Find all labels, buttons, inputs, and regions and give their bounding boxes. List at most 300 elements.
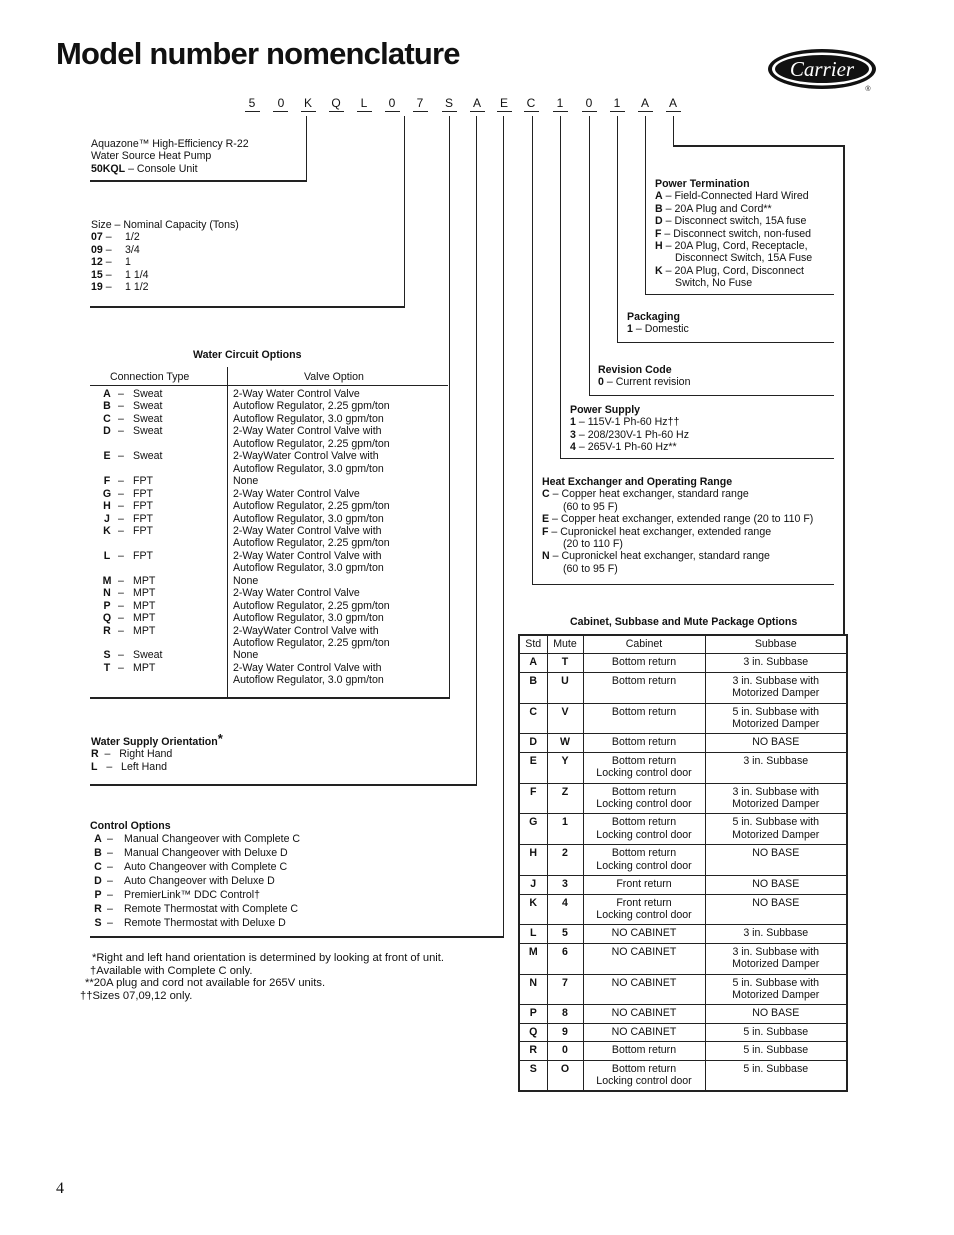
power-termination-dash: – [662,202,675,215]
cabinet-header-subbase: Subbase [705,635,847,654]
water-circuit-valve: 2-WayWater Control Valve with [233,450,379,463]
water-circuit-code: B [103,400,111,413]
power-termination-dash: – [662,190,675,203]
power-termination-item [655,228,812,240]
cabinet-description [583,1042,705,1060]
water-circuit-valve: 2-Way Water Control Valve [233,388,360,400]
heat-exchanger-title: Heat Exchanger and Operating Range [542,476,733,488]
cabinet-description [583,876,705,894]
heat-exchanger-code: E [542,513,550,526]
power-termination-label-cont: Disconnect Switch, 15A Fuse [675,252,813,265]
subbase-description [705,752,847,783]
water-circuit-type: FPT [133,549,154,562]
revision-item: 0 – Current revision [598,376,691,389]
subbase-description [705,734,847,752]
subbase-description [705,814,847,845]
power-termination-item [655,190,812,202]
cabinet-description [583,925,705,943]
water-circuit-col2-header: Valve Option [304,371,364,383]
water-circuit-row [97,475,447,487]
control-option-dash: – [107,889,113,901]
revision-title: Revision Code [598,364,672,376]
power-termination-code: F [655,227,662,240]
registered-mark: ® [865,86,871,93]
subbase-line: Motorized Damper [732,687,820,700]
cabinet-std-code: Q [519,1023,547,1041]
footnote: *Right and left hand orientation is determined by looking at front of unit. [92,952,445,964]
cabinet-std-code: C [519,703,547,734]
water-circuit-code: H [103,500,111,513]
power-supply-list [570,416,689,453]
size-item: 07 – 1/2 [91,231,140,244]
power-termination-code: B [655,202,663,215]
unit-line-2: Water Source Heat Pump [91,150,212,163]
footnotes [78,952,444,1002]
code-char: L [360,96,368,110]
cabinet-row [519,654,847,672]
water-circuit-type: FPT [133,487,154,500]
packaging-label: Domestic [644,323,689,336]
packaging-section [627,311,689,336]
power-supply-label: 208/230V-1 Ph-60 Hz [587,428,689,441]
code-char: 1 [613,96,621,110]
water-circuit-valve: Autoflow Regulator, 3.0 gpm/ton [233,562,384,575]
cabinet-std-code: L [519,925,547,943]
subbase-description [705,1060,847,1091]
heat-exchanger-label-cont: (60 to 95 F) [563,562,618,575]
power-termination-section [655,178,812,290]
cabinet-description [583,894,705,925]
water-circuit-valve: Autoflow Regulator, 2.25 gpm/ton [233,537,390,550]
cabinet-mute-code: 5 [547,925,583,943]
power-supply-item [570,441,689,453]
subbase-line: Motorized Damper [732,798,820,811]
power-termination-item [655,265,812,277]
power-termination-dash: – [662,240,675,253]
water-circuit-dash: – [118,612,124,625]
water-circuit-code: C [103,412,111,425]
water-circuit-dash: – [118,512,124,525]
packaging-code: 1 [627,323,633,336]
water-circuit-code: P [103,599,111,612]
cabinet-row [519,1023,847,1041]
cabinet-mute-code: T [547,654,583,672]
water-supply-code: R [91,748,99,761]
heat-exchanger-code: N [542,550,550,563]
power-termination-code: A [655,190,663,203]
cabinet-line: Locking control door [596,798,692,811]
subbase-line: 3 in. Subbase with [732,674,820,687]
water-circuit-valve: 2-Way Water Control Valve with [233,549,382,562]
control-option-dash: – [107,903,113,915]
size-value: 1 1/4 [125,268,149,281]
power-termination-title: Power Termination [655,178,750,190]
cabinet-line: Bottom return [611,656,677,669]
code-char: 0 [585,96,593,110]
code-char: K [303,96,312,110]
water-circuit-dash: – [118,524,124,537]
water-circuit-row [97,649,447,661]
heat-exchanger-item [542,550,813,562]
cabinet-description [583,845,705,876]
code-char: Q [331,96,341,110]
code-char: 1 [556,96,564,110]
subbase-line: NO BASE [752,1007,800,1020]
power-termination-label-cont: Switch, No Fuse [675,277,753,290]
power-supply-code: 1 [570,416,576,429]
water-circuit-valve: Autoflow Regulator, 3.0 gpm/ton [233,412,384,425]
water-circuit-dash: – [118,587,124,600]
heat-exchanger-item [542,488,813,500]
unit-description [91,138,249,175]
water-supply-item: R – Right Hand [91,748,173,761]
cabinet-line: Locking control door [596,908,692,921]
water-circuit-type: FPT [133,512,154,525]
cabinet-mute-code: 7 [547,974,583,1005]
control-option-dash: – [107,917,113,929]
size-section [91,219,239,293]
water-circuit-valve: Autoflow Regulator, 2.25 gpm/ton [233,636,390,649]
cabinet-mute-code: 0 [547,1042,583,1060]
water-supply-title [91,733,223,748]
footnote: ††Sizes 07,09,12 only. [80,989,193,1002]
water-supply-title-text: Water Supply Orientation [91,736,218,748]
cabinet-description [583,814,705,845]
subbase-line: Motorized Damper [732,988,820,1001]
water-circuit-row [97,525,447,550]
power-termination-dash: – [662,215,675,228]
cabinet-line: NO CABINET [611,1007,677,1020]
cabinet-line: Locking control door [596,767,692,780]
unit-model-line [91,163,249,175]
carrier-logo [766,46,882,94]
subbase-line: NO BASE [752,878,800,891]
water-circuit-row [97,513,447,525]
heat-exchanger-code: F [542,525,549,538]
subbase-description [705,925,847,943]
unit-model-code: 50KQL [91,162,126,175]
code-char: A [472,96,481,110]
power-termination-dash: – [662,264,675,277]
cabinet-row [519,925,847,943]
cabinet-line: Front return [616,896,672,909]
power-termination-code: K [655,264,663,277]
cabinet-description [583,1060,705,1091]
water-circuit-valve: 2-WayWater Control Valve with [233,624,379,637]
water-circuit-valve: Autoflow Regulator, 2.25 gpm/ton [233,400,390,413]
heat-exchanger-label: Cupronickel heat exchanger, standard range [561,550,770,563]
cabinet-line: Locking control door [596,859,692,872]
cabinet-mute-code: Y [547,752,583,783]
cabinet-std-code: M [519,943,547,974]
packaging-title: Packaging [627,311,680,323]
water-circuit-valve: 2-Way Water Control Valve [233,587,360,600]
control-option-label: Remote Thermostat with Complete C [124,903,299,915]
size-item: 19 – 1 1/2 [91,281,149,294]
page-number: 4 [56,1180,64,1197]
power-supply-label: 115V-1 Ph-60 Hz†† [587,416,680,429]
power-supply-item [570,416,689,428]
water-circuit-dash: – [118,599,124,612]
cabinet-description [583,943,705,974]
size-list [91,231,239,293]
cabinet-mute-code: U [547,672,583,703]
control-option-label: Remote Thermostat with Deluxe D [124,917,286,929]
power-supply-code: 4 [570,441,576,454]
cabinet-row [519,752,847,783]
heat-exchanger-code: C [542,488,550,501]
water-circuit-type: FPT [133,524,154,537]
heat-exchanger-list [542,488,813,575]
footnote: †Available with Complete C only. [90,964,253,977]
water-circuit-code: M [102,574,112,587]
subbase-description [705,876,847,894]
power-supply-code: 3 [570,428,576,441]
size-value: 3/4 [125,243,140,256]
cabinet-title: Cabinet, Subbase and Mute Package Options [570,616,798,628]
water-circuit-row [97,500,447,512]
cabinet-line: Bottom return [611,816,677,829]
power-supply-dash: – [575,441,588,454]
subbase-description [705,672,847,703]
power-termination-label: Disconnect switch, 15A fuse [674,215,807,228]
cabinet-line: NO CABINET [611,976,677,989]
power-termination-label: Disconnect switch, non-fused [673,227,812,240]
subbase-description [705,974,847,1005]
cabinet-description [583,1023,705,1041]
water-circuit-row [97,388,447,400]
heat-exchanger-section [542,476,813,575]
water-circuit-code: K [103,524,111,537]
cabinet-mute-code: 8 [547,1005,583,1023]
water-circuit-dash: – [118,400,124,413]
code-char: A [668,96,677,110]
subbase-description [705,943,847,974]
water-circuit-valve: 2-Way Water Control Valve with [233,425,382,438]
subbase-description [705,654,847,672]
power-supply-dash: – [575,416,588,429]
water-circuit-type: FPT [133,500,154,513]
water-circuit-dash: – [118,574,124,587]
size-value: 1/2 [125,231,140,244]
water-circuit-code: T [103,661,111,674]
cabinet-row [519,703,847,734]
cabinet-description [583,783,705,814]
code-char: E [499,96,508,110]
water-circuit-dash: – [118,425,124,438]
cabinet-std-code: B [519,672,547,703]
cabinet-description [583,752,705,783]
control-option-code: P [94,889,102,901]
cabinet-header-std: Std [519,635,547,654]
heat-exchanger-dash: – [549,550,562,563]
cabinet-row [519,783,847,814]
cabinet-mute-code: 1 [547,814,583,845]
water-circuit-dash: – [118,549,124,562]
cabinet-mute-code: 4 [547,894,583,925]
water-supply-label: Left Hand [121,760,167,773]
water-circuit-valve: None [233,574,259,587]
cabinet-row [519,974,847,1005]
water-circuit-type: FPT [133,475,154,488]
subbase-line: Motorized Damper [732,718,820,731]
cabinet-line: Bottom return [611,736,677,749]
water-circuit-valve: None [233,649,259,662]
water-circuit-valve: Autoflow Regulator, 2.25 gpm/ton [233,500,390,513]
cabinet-description [583,654,705,672]
control-option-dash: – [107,833,113,845]
control-options-list [92,833,472,933]
cabinet-mute-code: O [547,1060,583,1091]
cabinet-line: Bottom return [611,1044,677,1057]
power-termination-label: 20A Plug, Cord, Receptacle, [674,240,808,253]
water-circuit-row [97,488,447,500]
subbase-line: 5 in. Subbase with [732,976,820,989]
size-item: 15 – 1 1/4 [91,268,149,281]
subbase-line: 3 in. Subbase [743,927,809,940]
unit-model-desc: – Console Unit [125,162,198,175]
power-termination-code: H [655,240,663,253]
cabinet-row [519,845,847,876]
heat-exchanger-dash: – [549,488,562,501]
cabinet-mute-code: 9 [547,1023,583,1041]
water-circuit-type: MPT [133,587,156,600]
cabinet-header-row [519,635,847,654]
page-title: Model number nomenclature [56,36,460,71]
power-termination-item [655,215,812,227]
water-circuit-type: Sweat [133,400,163,413]
water-circuit-type: Sweat [133,388,163,400]
carrier-logo-icon [766,46,882,94]
cabinet-row [519,734,847,752]
code-char: 0 [277,96,285,110]
subbase-line: 5 in. Subbase with [732,705,820,718]
control-option-code: A [94,833,102,845]
logo-text: Carrier [789,57,855,81]
cabinet-header-mute: Mute [547,635,583,654]
cabinet-description [583,1005,705,1023]
water-supply-item: L – Left Hand [91,760,167,773]
control-option-dash: – [107,847,113,859]
water-circuit-row [97,587,447,599]
power-termination-dash: – [661,227,674,240]
cabinet-std-code: P [519,1005,547,1023]
cabinet-line: Bottom return [611,847,677,860]
heat-exchanger-label: Cupronickel heat exchanger, extended range [560,525,772,538]
cabinet-std-code: R [519,1042,547,1060]
subbase-line: 3 in. Subbase with [732,945,820,958]
subbase-description [705,783,847,814]
footnote: **20A plug and cord not available for 265V units. [85,977,326,990]
water-circuit-type: MPT [133,599,156,612]
heat-exchanger-label: Copper heat exchanger, extended range (20 to 110 F) [560,513,814,526]
size-item: 12 – 1 [91,256,131,269]
size-code: 12 [91,256,103,269]
size-code: 15 [91,268,103,281]
control-option-dash: – [107,875,113,887]
water-circuit-code: F [103,475,111,488]
water-circuit-row [97,425,447,450]
control-option-code: C [94,861,102,873]
cabinet-line: Bottom return [611,754,677,767]
cabinet-std-code: H [519,845,547,876]
cabinet-description [583,974,705,1005]
subbase-description [705,1042,847,1060]
subbase-line: 5 in. Subbase with [732,816,820,829]
water-circuit-code: G [102,487,112,500]
cabinet-mute-code: 2 [547,845,583,876]
control-options-title-text: Control Options [90,820,171,832]
control-option-label: Manual Changeover with Deluxe D [124,847,288,859]
cabinet-mute-code: V [547,703,583,734]
size-item: 09 – 3/4 [91,243,140,256]
cabinet-row [519,814,847,845]
water-circuit-valve: 2-Way Water Control Valve with [233,661,382,674]
subbase-line: NO BASE [752,847,800,860]
cabinet-row [519,1005,847,1023]
subbase-description [705,1005,847,1023]
subbase-line: 3 in. Subbase [743,754,809,767]
subbase-line: NO BASE [752,736,800,749]
revision-code: 0 [598,376,604,389]
control-option-code: S [94,917,102,929]
water-circuit-dash: – [118,450,124,463]
water-circuit-valve: None [233,475,259,488]
revision-section [598,364,690,389]
water-circuit-code: E [103,450,111,463]
code-char: S [444,96,453,110]
water-circuit-table [97,388,447,694]
subbase-line: Motorized Damper [732,958,820,971]
cabinet-std-code: F [519,783,547,814]
subbase-description [705,1023,847,1041]
subbase-line: 3 in. Subbase with [732,785,820,798]
cabinet-std-code: D [519,734,547,752]
water-circuit-dash: – [118,649,124,662]
water-circuit-type: Sweat [133,450,163,463]
water-circuit-code: S [103,649,111,662]
water-circuit-code: N [103,587,111,600]
subbase-description [705,703,847,734]
cabinet-mute-code: 6 [547,943,583,974]
cabinet-description [583,734,705,752]
control-option-code: D [94,875,102,887]
control-option-label: Manual Changeover with Complete C [124,833,301,845]
water-circuit-valve: Autoflow Regulator, 3.0 gpm/ton [233,674,384,687]
water-supply-section [91,733,223,773]
cabinet-row [519,876,847,894]
water-circuit-type: MPT [133,612,156,625]
water-circuit-title: Water Circuit Options [193,349,302,361]
water-circuit-col1-header: Connection Type [110,371,190,383]
heat-exchanger-label: Copper heat exchanger, standard range [561,488,749,501]
subbase-line: 5 in. Subbase [743,1062,809,1075]
water-circuit-row [97,550,447,575]
size-code: 07 [91,231,103,244]
cabinet-line: Locking control door [596,1074,692,1087]
water-circuit-code: A [103,388,111,400]
power-termination-label: Field-Connected Hard Wired [674,190,809,203]
water-circuit-valve: Autoflow Regulator, 2.25 gpm/ton [233,599,390,612]
water-circuit-code: J [104,512,110,525]
heat-exchanger-item [542,513,813,525]
cabinet-row [519,943,847,974]
water-supply-star: * [217,731,223,746]
subbase-description [705,845,847,876]
heat-exchanger-dash: – [548,525,561,538]
cabinet-line: NO CABINET [611,927,677,940]
power-termination-item [655,203,812,215]
